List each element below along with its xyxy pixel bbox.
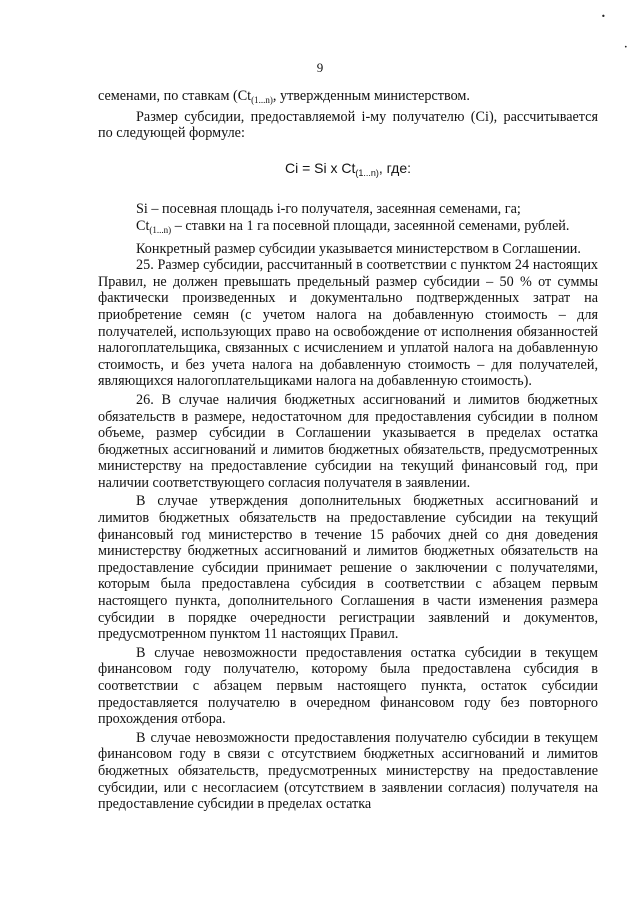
scan-speck: • <box>601 12 606 21</box>
paragraph-impossibility: В случае невозможности предоставления получателю субсидии в текущем финансовом году в связи с отсутствием бюджетных ассигнований и лимитов бюджетных обязательств, предусмотренных министерству на предоставление субсидии, или с несогласием (отсутствием в заявлении согласия) получателя на предоставление субсидии в пределах остатка <box>98 729 598 813</box>
definition-si: Si – посевная площадь i-го получателя, засеянная семенами, га; <box>136 201 521 218</box>
paragraph-subsidy-size: Размер субсидии, предоставляемой i-му получателю (Ci), рассчитывается по следующей формуле: <box>98 108 598 142</box>
paragraph-continuation: семенами, по ставкам ($Ct_{(1...n)}$, утвержденным министерством. <box>98 88 470 105</box>
paragraph-additional-allocations: В случае утверждения дополнительных бюджетных ассигнований и лимитов бюджетных обязательств на предоставление субсидии на текущий финансовый год министерство в течение 15 рабочих дней со дня доведения министерству бюджетных ассигнований и лимитов бюджетных обязательств на предоставление субсидии принимает решение о заключении с получателями, которым была предоставлена субсидия в соответствии с абзацем первым настоящего пункта, дополнительного Соглашения в части изменения размера субсидии в порядке очередности регистрации заявлений и документов, предусмотренном пунктом 11 настоящих Правил. <box>98 493 598 643</box>
definition-ct: $Ct_{(1...n)}$ – ставки на 1 га посевной площади, засеянной семенами, рублей. <box>136 217 570 235</box>
scan-speck: • <box>624 44 628 51</box>
page-number: 9 <box>316 60 324 75</box>
formula: Ci = Si x $Ct_{(1...n)}$, где: <box>284 159 412 178</box>
paragraph-26: 26. В случае наличия бюджетных ассигнований и лимитов бюджетных обязательств в размере, недостаточном для предоставления субсидии в полном объеме, размер субсидии в Соглашении указывается в пределах остатка бюджетных ассигнований и лимитов бюджетных обязательств, предусмотренных министерству на предоставление субсидии на текущий финансовый год, при наличии соответствующего согласия получателя в заявлении. <box>98 391 598 491</box>
document-body <box>98 88 598 813</box>
paragraph-remainder-next-year: В случае невозможности предоставления остатка субсидии в текущем финансовом году получателю, которому была предоставлена субсидия в соответствии с абзацем первым настоящего пункта, остаток субсидии предоставляется получателю в очередном финансовом году без повторного прохождения отбора. <box>98 644 598 728</box>
paragraph-25: 25. Размер субсидии, рассчитанный в соответствии с пунктом 24 настоящих Правил, не должен превышать предельный размер субсидии – 50 % от суммы фактически произведенных и документально подтвержденных затрат на приобретение семян (с учетом налога на добавленную стоимость – для получателей, использующих право на освобождение от исполнения обязанностей налогоплательщика, связанных с исчислением и уплатой налога на добавленную стоимость, и без учета налога на добавленную стоимость – для получателей, являющихся налогоплательщиками налога на добавленную стоимость). <box>98 257 598 390</box>
paragraph-concrete-size: Конкретный размер субсидии указывается министерством в Соглашении. <box>136 240 581 257</box>
